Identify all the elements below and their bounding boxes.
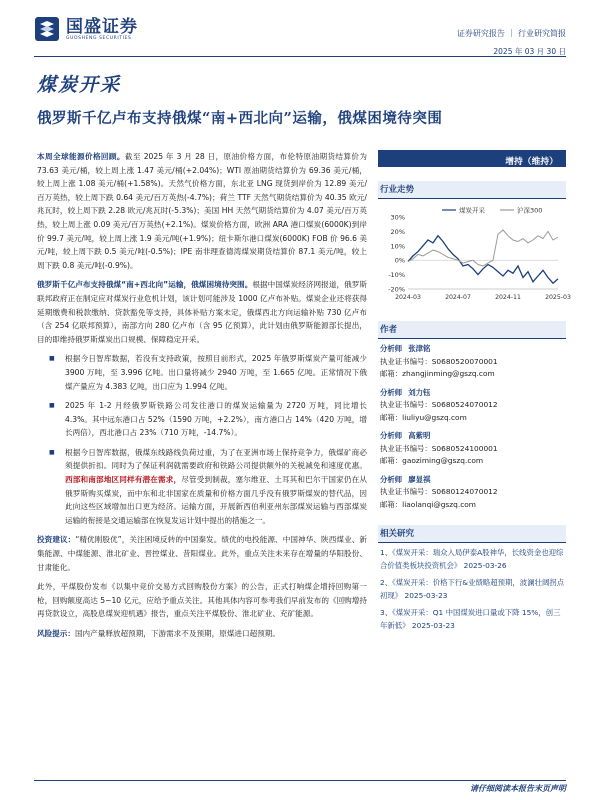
list-item [37, 446, 367, 528]
x-tick-label: 2025-03 [545, 294, 571, 301]
list-item: ■ 根据今日智库数据，若没有支持政策，按照目前形式，2025 年俄罗斯煤炭产量可能减少 3900 万吨，至 3.996 亿吨。出口量将减少 2940 万吨，至 1.665 亿吨。正常情况下俄煤产量应为 4.383 亿吨，出口应为 1.994 亿吨。 [37, 352, 367, 393]
rating-badge: 增持（维持） [378, 150, 566, 167]
paragraph-lead: 本周全球能源价格回顾。 [37, 152, 125, 161]
logo-name-en: GUOSHENG SECURITIES [66, 35, 132, 41]
buyback-paragraph: 此外，平煤股份发布《以集中竞价交易方式回购股份方案》的公告，正式打响煤企增持回购第一枪，回购额度高达 5~10 亿元，应给予重点关注。其他具体内容可参考我们早前发布的《回购增持再贷款设立，高股息煤炭迎机遇》报告，重点关注平煤股份、淮北矿业、充矿能源。 [37, 582, 367, 619]
sidebar [378, 150, 571, 636]
legend-label: 煤炭开采 [459, 206, 485, 215]
highlighted-text: 西部和南部地区同样有潜在需求， [65, 475, 182, 485]
analyst-email[interactable]: 邮箱：liaolanqi@gszq.com [380, 499, 476, 509]
analyst-cert: 执业证书编号：S0680524070012 [380, 400, 498, 409]
analyst-label: 分析师 [380, 344, 403, 353]
analyst-card [380, 387, 566, 425]
paragraph-lead: 投资建议： [37, 535, 76, 545]
report-title: 俄罗斯千亿卢布支持俄煤“南+西北向”运输，俄煤困境待突围 [37, 110, 443, 127]
energy-price-review [37, 150, 367, 272]
related-item[interactable]: 1、《煤炭开采：瑞众入局伊泰A股神华，长线资金也迎综合价值类板块投资机会》 2025-03-26 [380, 548, 564, 570]
related-title: 相关研究 [378, 525, 566, 543]
analyst-label: 分析师 [380, 474, 403, 484]
paragraph-text: 截至 2025 年 3 月 28 日，原油价格方面，布伦特原油期货结算价为 73.63 美元/桶，较上周上涨 1.47 美元/桶(+2.04%)；WTI 原油期货结算价为 69.36 美元/桶，较上周上涨 1.08 美元/桶(+1.58%)。天然气价格方面，东北亚 LNG 现货到岸价为 12.89 美元/百万英热，较上周下跌 0.64 美元/百万英热(-4.7%)；荷兰 TTF 天然气期货结算价为 40.35 欧元/兆瓦时，较上周下跌 2.28 欧元/兆瓦时(-5.3%)；美国 HH 天然气期货结算价为 4.07 美元/百万英热，较上周上涨 0.09 美元/百万英热(+2.1%)。煤炭价格方面，欧洲 ARA 港口煤炭(6000K)到岸价 99.7 美元/吨，较上周上涨 1.9 美元/吨(+1.9%)；纽卡斯尔港口煤炭(6000K) FOB 价 96.6 美元/吨，较上周下跌 0.5 美元/吨(-0.5%)；IPE 南非理查德湾煤炭期货结算价 87.1 美元/吨，较上周下跌 0.8 美元/吨(-0.9%)。 [37, 152, 367, 270]
x-tick-label: 2024-03 [395, 294, 421, 301]
analyst-card [380, 430, 566, 468]
related-item[interactable]: 3、《煤炭开采：Q1 中国煤炭进口量或下降 15%，创三年新低》 2025-03-23 [380, 608, 561, 630]
y-tick-label: 10% [390, 242, 405, 251]
analyst-cert: 执业证书编号：S0680524100001 [380, 443, 498, 453]
analyst-email[interactable]: 邮箱：liuliyu@gszq.com [380, 412, 467, 422]
x-tick-label: 2024-11 [495, 294, 521, 301]
series-line-coal [408, 236, 558, 284]
investment-advice [37, 533, 367, 574]
analyst-card [380, 474, 566, 512]
paragraph-lead: 风险提示： [37, 629, 75, 638]
analyst-name: 高紫明 [408, 431, 431, 440]
analyst-email[interactable]: 邮箱：zhangjinming@gszq.com [380, 369, 495, 378]
bullet-list [37, 352, 367, 527]
analyst-email[interactable]: 邮箱：gaoziming@gszq.com [380, 456, 484, 465]
footer-disclaimer: 请仔细阅读本报告末页声明 [34, 780, 566, 794]
list-item: ■ 2025 年 1-2 月经俄罗斯铁路公司发往港口的煤炭运输量为 2720 万吨，同比增长 4.3%。其中远东港口占 52%（1590 万吨，+2.2%），南方港口占 14%（420 万吨，增长两倍），西北港口占 23%（710 万吨，-14.7%）。 [37, 399, 367, 440]
y-tick-label: 0% [394, 256, 405, 265]
analyst-card [380, 343, 566, 381]
report-date: 2025 年 03 月 30 日 [493, 47, 566, 56]
analyst-cert: 执业证书编号：S0680124070012 [380, 487, 498, 496]
logo-name-cn: 国盛证券 [66, 16, 138, 37]
russia-coal-paragraph [37, 278, 367, 346]
analyst-name: 张津铭 [408, 344, 431, 353]
trend-chart-svg [378, 203, 571, 307]
y-tick-label: 30% [390, 213, 405, 222]
header-divider [34, 56, 566, 57]
legend-label: 沪深300 [517, 206, 543, 215]
bullet-text: 尽管受到制裁，塞尔维亚、土耳其和巴尔干国家仍在从俄罗斯购买煤炭，而中东和北非国家在质量和价格方面几乎没有俄罗斯煤炭的替代品，因此向这些区域增加出口更为经济。运输方面，开展新西伯利亚州东部煤炭运输与西部煤炭运输的衔接是交通运输部在恢复发运计划中提出的措施之一。 [65, 475, 368, 525]
analyst-title: 作者 [378, 321, 566, 339]
analyst-list [378, 343, 566, 511]
paragraph-lead: 俄罗斯千亿卢布支持俄煤“南+西北向”运输，俄煤困境待突围。 [37, 280, 253, 290]
sector-title: 煤炭开采 [37, 74, 122, 96]
analyst-name: 廖显祺 [408, 474, 431, 484]
trend-title: 行业走势 [378, 181, 566, 199]
analyst-label: 分析师 [380, 431, 403, 440]
analyst-name: 刘力钰 [408, 387, 431, 397]
trend-chart [378, 203, 571, 307]
report-body [37, 150, 367, 647]
y-tick-label: -20% [388, 285, 405, 294]
paragraph-text: “精优刚股优”，关注困境反转的中国秦发。绩优的电投能源、中国神华、陕西煤业、新集能源、中煤能源、淮北矿业、晋控煤业、昔阳煤业。此外，重点关注未来存在增量的华阳股份、甘肃能化。 [37, 535, 367, 572]
y-tick-label: 20% [390, 227, 405, 236]
paragraph-text: 国内产量释放超预期，下游需求不及预期，原煤进口超预期。 [74, 629, 280, 638]
report-meta [457, 28, 566, 57]
analyst-label: 分析师 [380, 387, 403, 397]
paragraph-text: 根据中国煤炭经济网报道，俄罗斯联邦政府正在制定应对煤炭行业危机计划，该计划可能涉及 1000 亿卢布补贴。煤炭企业还将获得延期缴费和税款缴纳、贷款豁免等支持，具体补贴方案未定，俄煤西北方向运输补贴 730 亿卢布（含 254 亿联邦预算），南部方向 280 亿卢布（含 95 亿预算），此计划由俄罗斯能源部长提出，目的即维持俄罗斯煤炭出口规模、保障稳定开采。 [37, 280, 368, 344]
series-line-hs300 [408, 230, 558, 266]
risk-warning [37, 627, 367, 641]
analyst-cert: 执业证书编号：S0680520070001 [380, 356, 498, 366]
company-logo [34, 16, 138, 42]
logo-mark-icon [34, 16, 60, 42]
y-tick-label: -10% [388, 271, 405, 280]
related-item[interactable]: 2、《煤炭开采：价格下行&业绩略超预期，波澜壮阔拐点初现》 2025-03-23 [380, 578, 565, 600]
doc-type: 证券研究报告 ｜ 行业研究简报 [456, 29, 566, 38]
bullet-text: 根据今日智库数据，俄煤东线路线负荷过重，为了在亚洲市场上保持竞争力，俄煤矿商必须提供折扣。同时为了保证利润就需要政府和铁路公司提供额外的关税减免和速度优惠。 [65, 447, 367, 471]
x-tick-label: 2024-07 [445, 294, 471, 301]
related-list [378, 546, 566, 632]
